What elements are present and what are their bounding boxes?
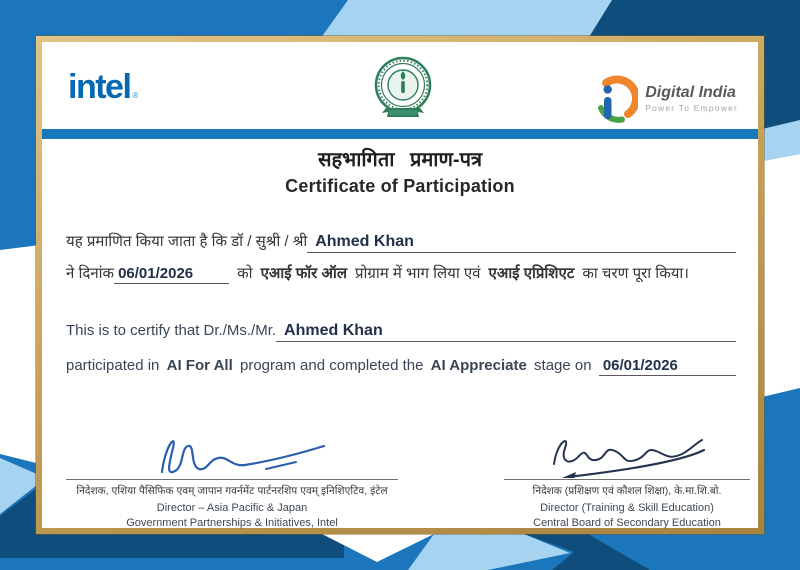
- english-line1-prefix: This is to certify that Dr./Ms./Mr.: [66, 322, 277, 339]
- english-line-1: [66, 322, 736, 342]
- participant-name-english: Ahmed Khan: [276, 322, 736, 342]
- signature-rule-right: [504, 479, 750, 480]
- title-block: [42, 145, 758, 197]
- digital-india-title: Digital India: [645, 84, 736, 102]
- signature-rule-left: [66, 479, 398, 480]
- header-divider-bar: [42, 129, 758, 139]
- header: [68, 54, 738, 124]
- date-english: 06/01/2026: [599, 357, 680, 376]
- hindi-line2-mid2: प्रोग्राम में भाग लिया एवं: [355, 265, 481, 282]
- english-line2-p2: program and completed the: [239, 357, 424, 374]
- right-role-line2: Central Board of Secondary Education: [533, 517, 721, 530]
- hindi-line2-mid1: को: [237, 265, 253, 282]
- certificate-body: [42, 42, 758, 528]
- english-line-2: [66, 357, 736, 376]
- cbse-emblem-icon: [372, 56, 434, 122]
- english-line2-p1: participated in: [66, 357, 160, 374]
- right-caption-english: [504, 501, 750, 532]
- signature-cbse-icon: [532, 428, 722, 478]
- intel-logo: [68, 70, 137, 104]
- right-role-line1: Director (Training & Skill Education): [540, 502, 714, 514]
- date-hindi: 06/01/2026: [114, 265, 195, 284]
- gold-frame: [36, 36, 764, 534]
- cbse-logo: [372, 56, 434, 127]
- intel-logo-text: intel: [68, 68, 131, 106]
- left-caption-english: [66, 501, 398, 532]
- hindi-line2-prefix: ने दिनांक: [66, 265, 115, 282]
- signature-block-intel: [66, 428, 398, 532]
- stage-name-english: AI Appreciate: [430, 357, 527, 374]
- participant-name-hindi: Ahmed Khan: [307, 233, 736, 253]
- left-caption-hindi: निदेशक, एशिया पैसिफिक एवम् जापान गवर्नमेंट पार्टनरशिप एवम् इनिशिएटिव, इंटेल: [76, 485, 388, 497]
- left-role-line2: Government Partnerships & Initiatives, Intel: [126, 517, 338, 530]
- signature-intel-icon: [146, 428, 346, 478]
- digital-india-logo: [594, 74, 738, 124]
- program-name-hindi: एआई फॉर ऑल: [260, 265, 347, 282]
- hindi-line1-prefix: यह प्रमाणित किया जाता है कि डॉ / सुश्री / श्री: [66, 233, 308, 250]
- left-role-line1: Director – Asia Pacific & Japan: [156, 502, 308, 514]
- program-name-english: AI For All: [166, 357, 233, 374]
- stage-name-hindi: एआई एप्रिशिएट: [488, 265, 575, 282]
- digital-india-d-icon: [594, 74, 638, 124]
- hindi-line2-suffix: का चरण पूरा किया।: [582, 265, 689, 282]
- signature-block-cbse: [504, 428, 750, 532]
- hindi-line-1: [66, 231, 736, 253]
- title-hindi: सहभागिता प्रमाण-पत्र: [318, 149, 482, 171]
- intel-registered-mark: ®: [132, 91, 137, 100]
- title-english: Certificate of Participation: [285, 176, 515, 196]
- digital-india-text: [645, 85, 738, 113]
- right-caption-hindi: निदेशक (प्रशिक्षण एवं कौशल शिक्षा), के.मा.शि.बो.: [532, 485, 722, 497]
- digital-india-tagline: Power To Empower: [645, 102, 738, 113]
- hindi-line-2: [66, 263, 736, 284]
- english-line2-p3: stage on: [534, 357, 592, 374]
